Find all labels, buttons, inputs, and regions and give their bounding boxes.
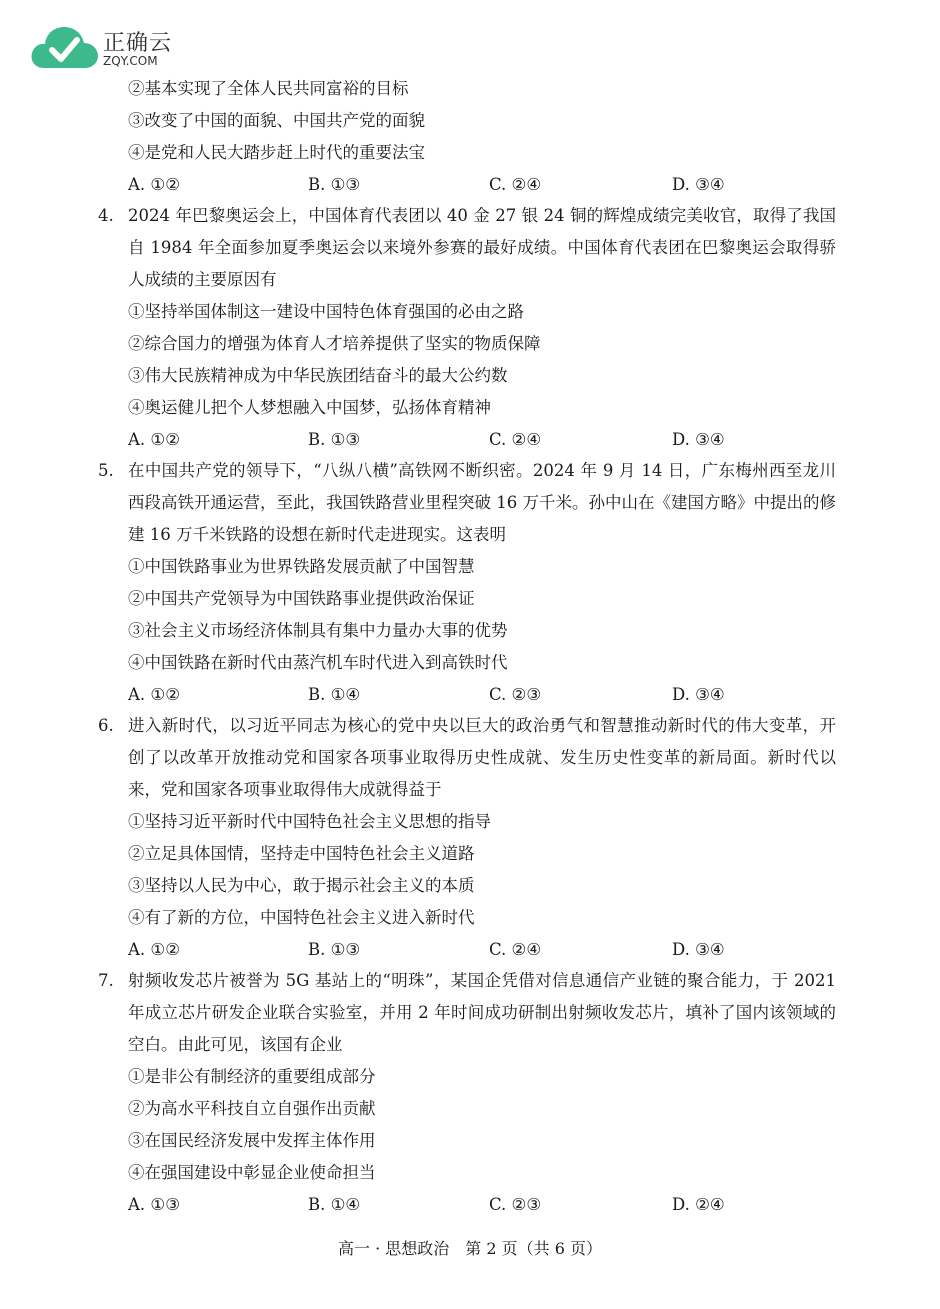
q6-statement-3: ③坚持以人民为中心，敢于揭示社会主义的本质 xyxy=(128,876,475,895)
logo-url: ZQY.COM xyxy=(103,54,158,68)
q7-statement-1: ①是非公有制经济的重要组成部分 xyxy=(128,1067,376,1086)
q7-option-a: A. ①③ xyxy=(128,1195,180,1214)
q6-option-d: D. ③④ xyxy=(672,940,725,959)
q6-option-b: B. ①③ xyxy=(308,940,361,959)
cloud-check-icon xyxy=(30,22,100,74)
q6-option-c: C. ②④ xyxy=(489,940,542,959)
q7-option-d: D. ②④ xyxy=(672,1195,725,1214)
q3-statement-3: ③改变了中国的面貌、中国共产党的面貌 xyxy=(128,111,425,130)
q4-number: 4. xyxy=(98,206,114,225)
q7-option-b: B. ①④ xyxy=(308,1195,361,1214)
q5-option-b: B. ①④ xyxy=(308,685,361,704)
q4-option-c: C. ②④ xyxy=(489,430,542,449)
q4-stem: 2024 年巴黎奥运会上，中国体育代表团以 40 金 27 银 24 铜的辉煌成绩完美收官，取得了我国自 1984 年全面参加夏季奥运会以来境外参赛的最好成绩。中国体育代表团在巴黎奥运会取得骄人成绩的主要原因有 xyxy=(128,206,836,289)
q5-option-d: D. ③④ xyxy=(672,685,725,704)
q5-number: 5. xyxy=(98,461,114,480)
q3-option-b: B. ①③ xyxy=(308,175,361,194)
q6-statement-1: ①坚持习近平新时代中国特色社会主义思想的指导 xyxy=(128,812,491,831)
q7-statement-2: ②为高水平科技自立自强作出贡献 xyxy=(128,1099,376,1118)
q4-option-a: A. ①② xyxy=(128,430,180,449)
q4-statement-1: ①坚持举国体制这一建设中国特色体育强国的必由之路 xyxy=(128,302,524,321)
q3-option-c: C. ②④ xyxy=(489,175,542,194)
q6-stem: 进入新时代，以习近平同志为核心的党中央以巨大的政治勇气和智慧推动新时代的伟大变革，开创了以改革开放推动党和国家各项事业取得历史性成就、发生历史性变革的新局面。新时代以来，党和国家各项事业取得伟大成就得益于 xyxy=(128,716,836,799)
q7-number: 7. xyxy=(98,971,114,990)
zqy-logo xyxy=(30,22,180,74)
q5-statement-3: ③社会主义市场经济体制具有集中力量办大事的优势 xyxy=(128,621,508,640)
q5-stem: 在中国共产党的领导下，“八纵八横”高铁网不断织密。2024 年 9 月 14 日，广东梅州西至龙川西段高铁开通运营，至此，我国铁路营业里程突破 16 万千米。孙中山在《建国方略》中提出的修建 16 万千米铁路的设想在新时代走进现实。这表明 xyxy=(128,461,836,544)
q6-option-a: A. ①② xyxy=(128,940,180,959)
q4-option-d: D. ③④ xyxy=(672,430,725,449)
logo-name: 正确云 xyxy=(103,31,173,56)
q4-statement-4: ④奥运健儿把个人梦想融入中国梦，弘扬体育精神 xyxy=(128,398,491,417)
q4-statement-2: ②综合国力的增强为体育人才培养提供了坚实的物质保障 xyxy=(128,334,541,353)
q3-option-a: A. ①② xyxy=(128,175,180,194)
q6-statement-4: ④有了新的方位，中国特色社会主义进入新时代 xyxy=(128,908,475,927)
q5-statement-2: ②中国共产党领导为中国铁路事业提供政治保证 xyxy=(128,589,475,608)
q4-statement-3: ③伟大民族精神成为中华民族团结奋斗的最大公约数 xyxy=(128,366,508,385)
q5-option-a: A. ①② xyxy=(128,685,180,704)
q5-statement-1: ①中国铁路事业为世界铁路发展贡献了中国智慧 xyxy=(128,557,475,576)
q7-option-c: C. ②③ xyxy=(489,1195,542,1214)
page-footer: 高一 · 思想政治 第 2 页（共 6 页） xyxy=(338,1239,602,1258)
q7-statement-4: ④在强国建设中彰显企业使命担当 xyxy=(128,1163,376,1182)
q5-statement-4: ④中国铁路在新时代由蒸汽机车时代进入到高铁时代 xyxy=(128,653,508,672)
q6-statement-2: ②立足具体国情，坚持走中国特色社会主义道路 xyxy=(128,844,475,863)
q5-option-c: C. ②③ xyxy=(489,685,542,704)
q7-stem: 射频收发芯片被誉为 5G 基站上的“明珠”，某国企凭借对信息通信产业链的聚合能力，于 2021 年成立芯片研发企业联合实验室，并用 2 年时间成功研制出射频收发芯片，填补了国内该领域的空白。由此可见，该国有企业 xyxy=(128,971,836,1054)
q3-option-d: D. ③④ xyxy=(672,175,725,194)
q4-option-b: B. ①③ xyxy=(308,430,361,449)
q7-statement-3: ③在国民经济发展中发挥主体作用 xyxy=(128,1131,376,1150)
q3-statement-2: ②基本实现了全体人民共同富裕的目标 xyxy=(128,79,409,98)
q3-statement-4: ④是党和人民大踏步赶上时代的重要法宝 xyxy=(128,143,425,162)
q6-number: 6. xyxy=(98,716,114,735)
